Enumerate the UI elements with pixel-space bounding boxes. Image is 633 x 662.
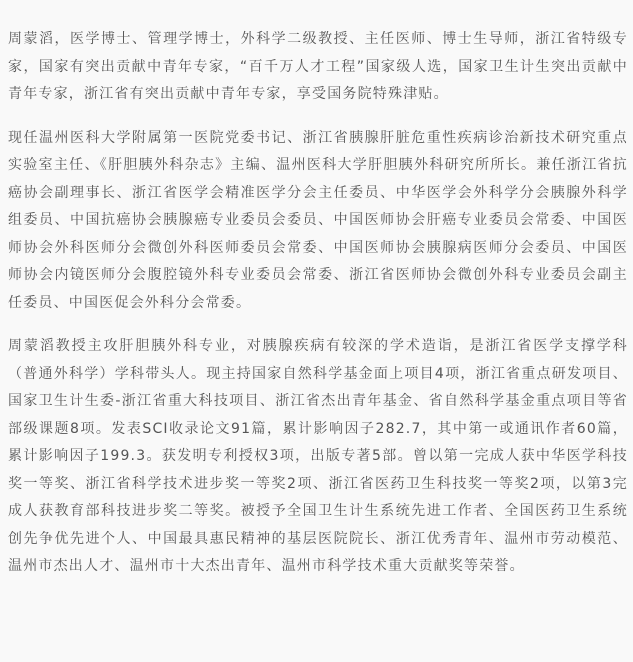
article-body — [8, 26, 628, 581]
bio-intro-paragraph: 周蒙滔，医学博士、管理学博士，外科学二级教授、主任医师、博士生导师，浙江省特级专家，国家有突出贡献中青年专家，“百千万人才工程”国家级人选，国家卫生计生突出贡献中青年专家，浙江省有突出贡献中青年专家，享受国务院特殊津贴。 — [8, 31, 628, 102]
achievements-paragraph: 周蒙滔教授主攻肝胆胰外科专业，对胰腺疾病有较深的学术造诣，是浙江省医学支撑学科（普通外科学）学科带头人。现主持国家自然科学基金面上项目4项，浙江省重点研发项目、国家卫生计生委-浙江省重大科技项目、浙江省杰出青年基金、省自然科学基金重点项目等省部级课题8项。发表SCI收录论文91篇，累计影响因子282.7，其中第一或通讯作者60篇，累计影响因子199.3。获发明专利授权3项，出版专著5部。曾以第一完成人获中华医学科技奖一等奖、浙江省科学技术进步奖一等奖2项、浙江省医药卫生科技奖一等奖2项，以第3完成人获教育部科技进步奖二等奖。被授予全国卫生计生系统先进工作者、全国医药卫生系统创先争优先进个人、中国最具惠民精神的基层医院院长、浙江优秀青年、温州市劳动模范、温州市杰出人才、温州市十大杰出青年、温州市科学技术重大贡献奖等荣誉。 — [8, 338, 628, 574]
positions-paragraph: 现任温州医科大学附属第一医院党委书记、浙江省胰腺肝脏危重性疾病诊治新技术研究重点实验室主任、《肝胆胰外科杂志》主编、温州医科大学肝胆胰外科研究所所长。兼任浙江省抗癌协会副理事长、浙江省医学会精准医学分会主任委员、中华医学会外科学分会胰腺外科学组委员、中国抗癌协会胰腺癌专业委员会委员、中国医师协会肝癌专业委员会常委、中国医师协会外科医师分会微创外科医师委员会常委、中国医师协会胰腺病医师分会委员、中国医师协会内镜医师分会腹腔镜外科专业委员会常委、浙江省医师协会微创外科专业委员会副主任委员、中国医促会外科分会常委。 — [8, 129, 628, 311]
